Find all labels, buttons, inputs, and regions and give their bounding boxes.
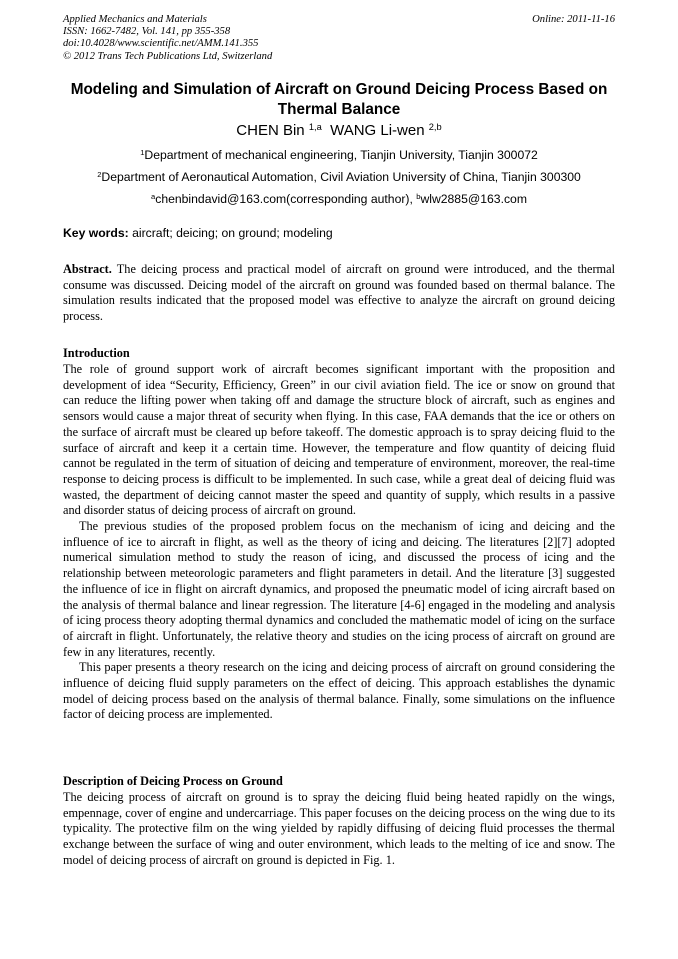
email-line: [63, 192, 615, 207]
paragraph: The previous studies of the proposed problem focus on the mechanism of icing and deicing and the influence of ice to aircraft in flight, as well as the theory of icing and deicing. The literatures [2][7] adopted numerical simulation method to study the reason of icing, and discussed the process of icing and the relationship between meteorologic parameters and flight parameters in detail. And the literature [3] suggested the influence of ice in flight on aircraft dynamics, and proposed the pneumatic model of icing aircraft based on the analysis of thermal balance and linear regression. The literature [4-6] engaged in the modeling and analysis of icing process theory adopting thermal dynamics and concluded the mathematic model of icing on the surface of aircraft in flight. Unfortunately, the relative theory and studies on the icing process of aircraft on ground are few in any literatures, recently.: [63, 519, 615, 659]
affiliation-1: [63, 148, 615, 163]
affiliation-text: Department of mechanical engineering, Tianjin University, Tianjin 300072: [144, 148, 538, 162]
email-superscript: b: [416, 191, 421, 201]
paper-title: Modeling and Simulation of Aircraft on Ground Deicing Process Based on Thermal Balance: [70, 81, 608, 118]
paragraph: The role of ground support work of aircraft becomes significant important with the proposition and development of idea “Security, Efficiency, Green” in our civil aviation field. The ice or snow on ground that can reduce the lifting power when taking off and damage the structure block of aircraft, such as engines and sensors would cause a major threat of security when flying. In this case, FAA demands that the ice or others on the surface of aircraft must be cleared up before takeoff. The domestic approach is to spray deicing fluid to the surface of aircraft and keep it a certain time. However, the temperature and flow quantity of deicing fluid cannot be regulated in the term of situation of deicing and temperature of environment, moreover, the real-time response to deicing process is difficult to be implemented. In such case, while a great deal of deicing fluid was wasted, the department of deicing cannot master the speed and quantity of supply, which results in a passive and disorder status of deicing process of aircraft on ground.: [63, 362, 615, 518]
journal-name: Applied Mechanics and Materials: [63, 14, 207, 25]
issn-line: ISSN: 1662-7482, Vol. 141, pp 355-358: [63, 26, 231, 38]
affiliation-2: [63, 170, 615, 185]
section-heading-introduction: Introduction: [63, 346, 130, 360]
author-name: CHEN Bin: [236, 122, 305, 139]
online-date: Online: 2011-11-16: [532, 14, 615, 25]
introduction-body: [63, 362, 615, 723]
journal-header: [63, 14, 615, 63]
keywords: [63, 226, 615, 241]
section-heading-description: Description of Deicing Process on Ground: [63, 774, 283, 788]
author-name: WANG Li-wen: [330, 122, 425, 139]
affiliation-text: Department of Aeronautical Automation, Civil Aviation University of China, Tianjin 300300: [101, 170, 581, 184]
copyright-line: © 2012 Trans Tech Publications Ltd, Switzerland: [63, 50, 273, 62]
author-superscript: 2,b: [428, 121, 442, 132]
keywords-label: Key words:: [63, 226, 129, 240]
abstract-label: Abstract.: [63, 262, 112, 276]
keywords-text: aircraft; deicing; on ground; modeling: [128, 226, 333, 240]
email-a: chenbindavid@163.com(corresponding author),: [155, 192, 417, 206]
paragraph: The deicing process of aircraft on ground is to spray the deicing fluid being heated rapidly on the wings, empennage, cover of engine and undercarriage. This paper focuses on the deicing process on the wing due to its typicality. The protective film on the wing yielded by rapidly diffusing of deicing fluid processes the thermal exchange between the surface of wing and outer environment, which leads to the melting of ice and snow. The model of deicing process of aircraft on ground is depicted in Fig. 1.: [63, 790, 615, 867]
abstract-text: The deicing process and practical model of aircraft on ground were introduced, and the thermal consume was discussed. Deicing model of the aircraft on ground was founded based on thermal balance. The simulation results indicated that the proposed model was effective to analyze the aircraft on ground deicing process.: [63, 262, 615, 324]
affiliation-superscript: 1: [140, 147, 145, 157]
author-superscript: 1,a: [308, 121, 322, 132]
author-line: [63, 121, 615, 141]
paragraph: This paper presents a theory research on the icing and deicing process of aircraft on ground considering the influence of deicing fluid supply parameters on the effect of deicing. This approach establishes the dynamic model of deicing process based on the analysis of thermal balance. Finally, some simulations on the influence factor of deicing process are implemented.: [63, 660, 615, 722]
abstract: [63, 262, 615, 325]
email-b: wlw2885@163.com: [420, 192, 527, 206]
doi-line: doi:10.4028/www.scientific.net/AMM.141.355: [63, 38, 259, 50]
description-body: [63, 790, 615, 869]
affiliation-superscript: 2: [97, 169, 102, 179]
email-superscript: a: [151, 191, 156, 201]
